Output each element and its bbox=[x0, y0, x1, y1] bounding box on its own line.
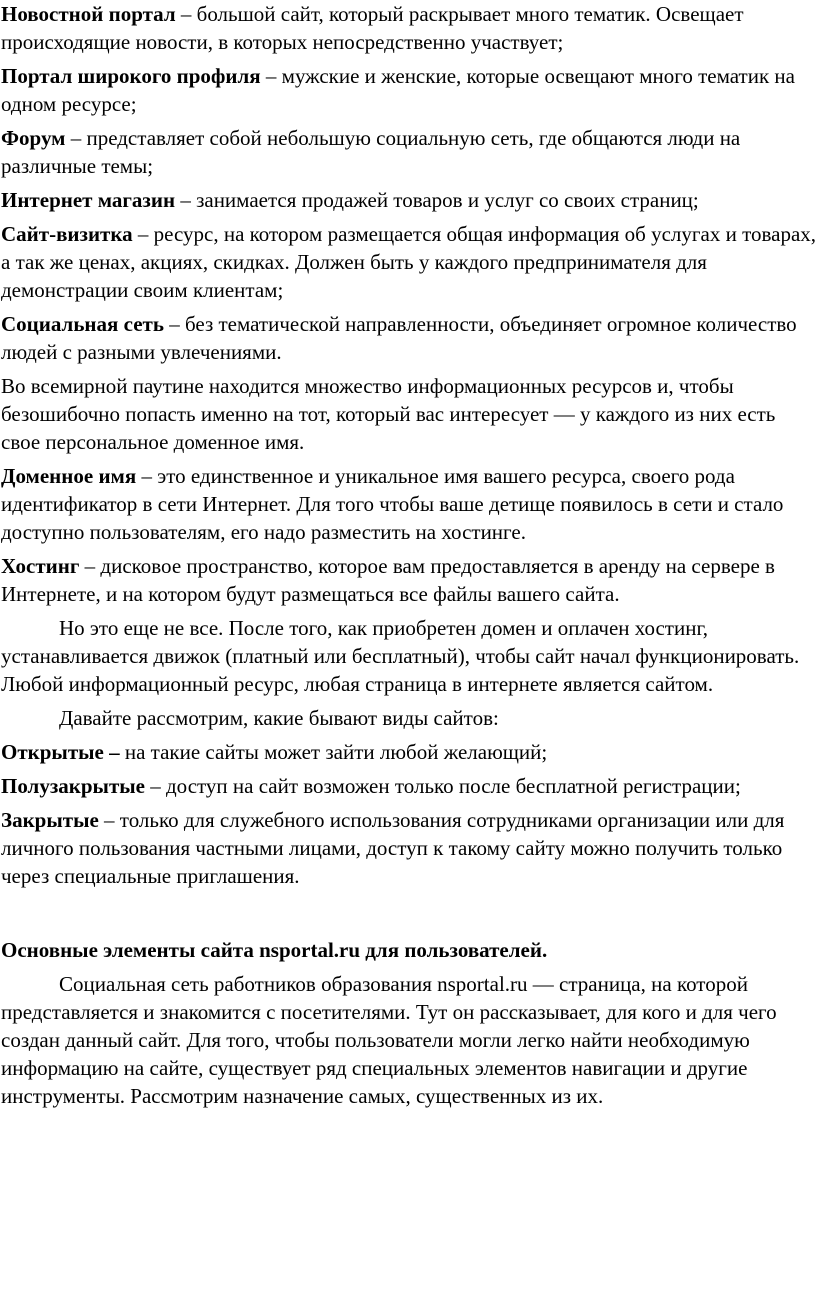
site-type-open bbox=[1, 738, 816, 766]
definition-text: – только для служебного использования сотрудниками организации или для личного пользования частными лицами, доступ к такому сайту можно получить только через специальные приглашения. bbox=[1, 808, 785, 888]
term-label: Новостной портал bbox=[1, 2, 176, 26]
definition-text: – занимается продажей товаров и услуг со своих страниц; bbox=[175, 188, 699, 212]
section-heading: Основные элементы сайта nsportal.ru для пользователей. bbox=[1, 938, 548, 962]
term-label: Хостинг bbox=[1, 554, 80, 578]
definition-hosting bbox=[1, 552, 816, 608]
definition-text: – доступ на сайт возможен только после бесплатной регистрации; bbox=[145, 774, 741, 798]
definition-text: на такие сайты может зайти любой желающий; bbox=[119, 740, 548, 764]
term-label: Форум bbox=[1, 126, 66, 150]
nsportal-paragraph: Социальная сеть работников образования nsportal.ru — страница, на которой представляется и знакомится с посетителями. Тут он рассказывает, для кого и для чего создан данный сайт. Для того, чтобы пользователи могли легко найти необходимую информацию на сайте, существует ряд специальных элементов навигации и другие инструменты. Рассмотрим назначение самых, существенных из их. bbox=[1, 972, 777, 1108]
blank-line bbox=[1, 896, 816, 936]
definition-text: – большой сайт, который раскрывает много тематик. Освещает происходящие новости, в которых непосредственно участвует; bbox=[1, 2, 744, 54]
definition-text: – ресурс, на котором размещается общая информация об услугах и товарах, а так же ценах, акциях, скидках. Должен быть у каждого предпринимателя для демонстрации своим клиентам; bbox=[1, 222, 816, 302]
web-resources-paragraph: Во всемирной паутине находится множество информационных ресурсов и, чтобы безошибочно попасть именно на тот, который вас интересует — у каждого из них есть свое персональное доменное имя. bbox=[1, 374, 776, 454]
engine-paragraph: Но это еще не все. После того, как приобретен домен и оплачен хостинг, устанавливается движок (платный или бесплатный), чтобы сайт начал функционировать. Любой информационный ресурс, любая страница в интернете является сайтом. bbox=[1, 616, 800, 696]
term-label: Открытые – bbox=[1, 740, 120, 764]
term-label: Доменное имя bbox=[1, 464, 137, 488]
definition-forum bbox=[1, 124, 816, 180]
definition-news-portal bbox=[1, 0, 816, 56]
definition-text: – это единственное и уникальное имя вашего ресурса, своего рода идентификатор в сети Интернет. Для того чтобы ваше детище появилось в сети и стало доступно пользователям, его надо разместить на хостинге. bbox=[1, 464, 784, 544]
term-label: Интернет магазин bbox=[1, 188, 176, 212]
term-label: Сайт-визитка bbox=[1, 222, 133, 246]
site-types-intro: Давайте рассмотрим, какие бывают виды сайтов: bbox=[59, 706, 499, 730]
definition-text: – представляет собой небольшую социальную сеть, где общаются люди на различные темы; bbox=[1, 126, 741, 178]
definition-business-card-site bbox=[1, 220, 816, 304]
term-label: Полузакрытые bbox=[1, 774, 145, 798]
definition-wide-portal bbox=[1, 62, 816, 118]
definition-text: – без тематической направленности, объединяет огромное количество людей с разными увлечениями. bbox=[1, 312, 797, 364]
definition-domain-name bbox=[1, 462, 816, 546]
definition-online-shop bbox=[1, 186, 816, 214]
term-label: Социальная сеть bbox=[1, 312, 164, 336]
term-label: Портал широкого профиля bbox=[1, 64, 261, 88]
definition-text: – дисковое пространство, которое вам предоставляется в аренду на сервере в Интернете, и на котором будут размещаться все файлы вашего сайта. bbox=[1, 554, 775, 606]
term-label: Закрытые bbox=[1, 808, 99, 832]
definition-social-network bbox=[1, 310, 816, 366]
definition-text: – мужские и женские, которые освещают много тематик на одном ресурсе; bbox=[1, 64, 795, 116]
site-type-semi-closed bbox=[1, 772, 816, 800]
site-type-closed bbox=[1, 806, 816, 890]
